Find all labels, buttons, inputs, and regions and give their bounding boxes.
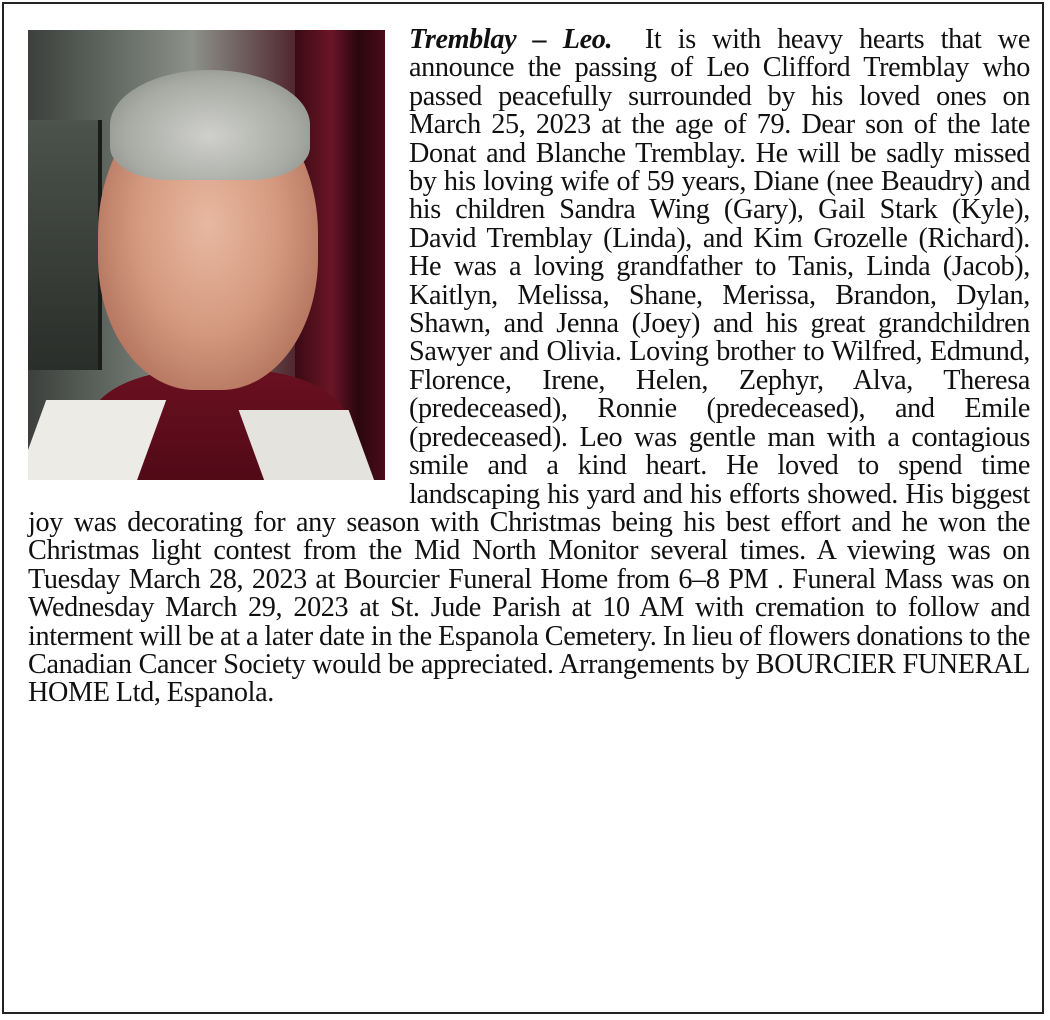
hair-shape <box>110 70 310 180</box>
portrait-photo <box>28 30 385 480</box>
obituary-content <box>28 26 1030 708</box>
obituary-body: It is with heavy hearts that we announce the passing of Leo Clifford Tremblay who passed peacefully surrounded by his loved ones on March 25, 2023 at the age of 79. Dear son of the late Donat and Blanche Tremblay. He will be sadly missed by his loving wife of 59 years, Diane (nee Beaudry) and his children Sandra Wing (Gary), Gail Stark (Kyle), David Tremblay (Linda), and Kim Grozelle (Richard). He was a loving grandfather to Tanis, Linda (Jacob), Kaitlyn, Melissa, Shane, Merissa, Brandon, Dylan, Shawn, and Jenna (Joey) and his great grandchildren Sawyer and Olivia. Loving brother to Wilfred, Edmund, Florence, Irene, Helen, Zephyr, Alva, Theresa (predeceased), Ronnie (predeceased), and Emile (predeceased). Leo was gentle man with a contagious smile and a kind heart. He loved to spend time landscaping his yard and his efforts showed. His biggest joy was decorating for any season with Christmas being his best effort and he won the Christmas light contest from the Mid North Monitor several times. A viewing was on Tuesday March 28, 2023 at Bourcier Funeral Home from 6–8 PM . Funeral Mass was on Wednesday March 29, 2023 at St. Jude Parish at 10 AM with cremation to follow and interment will be at a later date in the Espanola Cemetery. In lieu of flowers donations to the Canadian Cancer Society would be appreciated. Arrangements by BOURCIER FUNERAL HOME Ltd, Espanola. <box>28 24 1030 709</box>
obituary-name-heading: Tremblay – Leo. <box>409 24 613 55</box>
obituary-frame <box>2 2 1044 1014</box>
background-shelf <box>28 120 102 370</box>
